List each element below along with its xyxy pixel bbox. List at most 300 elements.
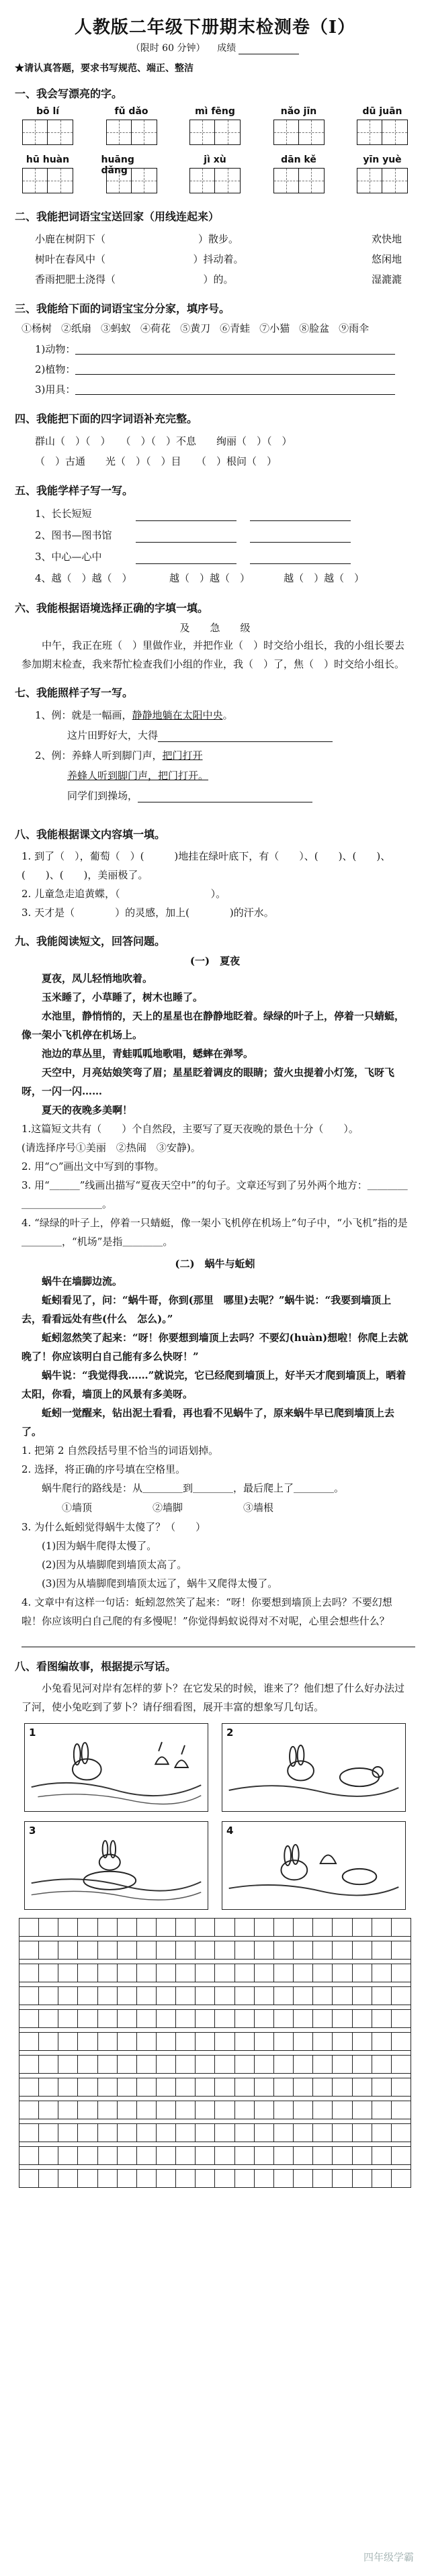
- writing-box[interactable]: [189, 168, 215, 193]
- grid-cell[interactable]: [392, 1987, 411, 2005]
- grid-cell[interactable]: [157, 2010, 176, 2028]
- writing-box[interactable]: [299, 168, 325, 193]
- grid-cell[interactable]: [215, 1919, 234, 1937]
- grid-cell[interactable]: [118, 2033, 137, 2051]
- grid-cell[interactable]: [294, 2170, 313, 2188]
- grid-cell[interactable]: [313, 2124, 333, 2142]
- grid-cell[interactable]: [78, 2147, 97, 2165]
- reading-question[interactable]: 4. 文章中有这样一句话：蚯蚓忽然笑了起来：“呀！你要想到墙顶上去吗？不要幻想啦！你应该明白自己爬的有多慢呢！”你觉得蚂蚁说得对不对呢，心里会想些什么？: [22, 1596, 392, 1627]
- grid-cell[interactable]: [176, 1919, 196, 1937]
- grid-cell[interactable]: [39, 2124, 58, 2142]
- writing-box[interactable]: [273, 120, 299, 145]
- grid-cell[interactable]: [353, 1964, 372, 1982]
- grid-cell[interactable]: [78, 1941, 97, 1960]
- grid-cell[interactable]: [294, 2101, 313, 2119]
- grid-cell[interactable]: [294, 2010, 313, 2028]
- option-item[interactable]: ①墙顶: [62, 1502, 93, 1514]
- grid-cell[interactable]: [235, 1919, 255, 1937]
- grid-cell[interactable]: [255, 2170, 274, 2188]
- grid-cell[interactable]: [372, 2010, 392, 2028]
- grid-cell[interactable]: [58, 2124, 78, 2142]
- grid-cell[interactable]: [333, 2124, 352, 2142]
- grid-cell[interactable]: [294, 2124, 313, 2142]
- writing-box[interactable]: [382, 120, 408, 145]
- grid-cell[interactable]: [333, 2056, 352, 2074]
- grid-cell[interactable]: [196, 2033, 215, 2051]
- grid-cell[interactable]: [78, 2056, 97, 2074]
- grid-cell[interactable]: [294, 2033, 313, 2051]
- grid-cell[interactable]: [98, 2033, 118, 2051]
- grid-cell[interactable]: [353, 2101, 372, 2119]
- answer-line[interactable]: [136, 550, 236, 564]
- grid-cell[interactable]: [392, 1941, 411, 1960]
- grid-cell[interactable]: [255, 1941, 274, 1960]
- grid-cell[interactable]: [196, 2101, 215, 2119]
- grid-cell[interactable]: [58, 2056, 78, 2074]
- grid-cell[interactable]: [392, 2010, 411, 2028]
- answer-line[interactable]: [138, 786, 312, 802]
- writing-box[interactable]: [48, 168, 73, 193]
- grid-cell[interactable]: [274, 1964, 294, 1982]
- grid-cell[interactable]: [157, 2147, 176, 2165]
- grid-cell[interactable]: [137, 2124, 157, 2142]
- grid-cell[interactable]: [58, 2170, 78, 2188]
- grid-cell[interactable]: [157, 1964, 176, 1982]
- grid-cell[interactable]: [313, 1987, 333, 2005]
- idiom-row[interactable]: （ ）古通 光（ ）（ ）目 （ ）根问（ ）: [35, 455, 277, 467]
- grid-cell[interactable]: [255, 2033, 274, 2051]
- grid-cell[interactable]: [196, 2078, 215, 2097]
- writing-box[interactable]: [299, 120, 325, 145]
- grid-cell[interactable]: [78, 2170, 97, 2188]
- grid-cell[interactable]: [137, 2010, 157, 2028]
- grid-row-gap: [19, 2028, 411, 2033]
- grid-cell[interactable]: [39, 1987, 58, 2005]
- grid-cell[interactable]: [313, 2010, 333, 2028]
- writing-box[interactable]: [22, 168, 48, 193]
- grid-cell[interactable]: [274, 1919, 294, 1937]
- grid-cell[interactable]: [353, 2170, 372, 2188]
- grid-cell[interactable]: [39, 2101, 58, 2119]
- grid-cell[interactable]: [39, 2078, 58, 2097]
- grid-cell[interactable]: [333, 2147, 352, 2165]
- grid-cell[interactable]: [98, 2170, 118, 2188]
- grid-cell[interactable]: [294, 1964, 313, 1982]
- grid-cell[interactable]: [118, 2101, 137, 2119]
- grid-cell[interactable]: [157, 2170, 176, 2188]
- grid-cell[interactable]: [313, 2101, 333, 2119]
- grid-cell[interactable]: [235, 2170, 255, 2188]
- grid-cell[interactable]: [78, 2101, 97, 2119]
- grid-cell[interactable]: [215, 2056, 234, 2074]
- grid-cell[interactable]: [235, 2147, 255, 2165]
- grid-cell[interactable]: [353, 2147, 372, 2165]
- grid-cell[interactable]: [98, 1919, 118, 1937]
- composition-grid[interactable]: [19, 1918, 411, 2188]
- grid-cell[interactable]: [255, 1964, 274, 1982]
- grid-cell[interactable]: [196, 2010, 215, 2028]
- grid-cell[interactable]: [294, 2147, 313, 2165]
- grid-cell[interactable]: [313, 1941, 333, 1960]
- grid-cell[interactable]: [196, 1987, 215, 2005]
- grid-cell[interactable]: [118, 2078, 137, 2097]
- grid-cell[interactable]: [157, 1919, 176, 1937]
- grid-cell[interactable]: [392, 2147, 411, 2165]
- reading-question[interactable]: 3. 用“＿＿＿”线画出描写“夏夜天空中”的句子。文章还写到了另外两个地方：＿＿＿＿＿＿＿＿＿＿＿＿。: [22, 1179, 408, 1210]
- grid-cell[interactable]: [157, 2033, 176, 2051]
- grid-cell[interactable]: [333, 1941, 352, 1960]
- grid-cell[interactable]: [215, 2033, 234, 2051]
- grid-cell[interactable]: [176, 2056, 196, 2074]
- grid-cell[interactable]: [137, 2147, 157, 2165]
- grid-cell[interactable]: [98, 1964, 118, 1982]
- grid-cell[interactable]: [137, 2056, 157, 2074]
- category-answer-line[interactable]: [75, 359, 395, 375]
- grid-cell[interactable]: [235, 2033, 255, 2051]
- grid-cell[interactable]: [235, 2056, 255, 2074]
- reading-question[interactable]: 2. 用“○”画出文中写到的事物。: [22, 1160, 165, 1172]
- answer-line[interactable]: [22, 1630, 415, 1647]
- grid-cell[interactable]: [118, 2147, 137, 2165]
- grid-cell[interactable]: [274, 2033, 294, 2051]
- grid-cell[interactable]: [333, 2078, 352, 2097]
- yue-blank[interactable]: 越（ ）越（ ）: [284, 572, 365, 584]
- reading-question[interactable]: 4. “绿绿的叶子上，停着一只蜻蜓，像一架小飞机停在机场上”句子中，“小飞机”指的是＿＿＿＿，“机场”是指＿＿＿＿。: [22, 1217, 408, 1248]
- grid-cell[interactable]: [215, 1964, 234, 1982]
- answer-line[interactable]: [136, 507, 236, 521]
- grid-cell[interactable]: [157, 2078, 176, 2097]
- writing-box[interactable]: [382, 168, 408, 193]
- grid-cell[interactable]: [98, 2056, 118, 2074]
- writing-box[interactable]: [132, 120, 157, 145]
- grid-cell[interactable]: [235, 1941, 255, 1960]
- grid-cell[interactable]: [353, 1987, 372, 2005]
- grid-cell[interactable]: [313, 1964, 333, 1982]
- writing-box[interactable]: [132, 168, 157, 193]
- grid-cell[interactable]: [137, 2101, 157, 2119]
- grid-cell[interactable]: [19, 2078, 39, 2097]
- grid-cell[interactable]: [313, 2033, 333, 2051]
- writing-box[interactable]: [357, 168, 382, 193]
- grid-cell[interactable]: [372, 2170, 392, 2188]
- grid-cell[interactable]: [58, 2010, 78, 2028]
- grid-cell[interactable]: [274, 2170, 294, 2188]
- grid-cell[interactable]: [196, 2124, 215, 2142]
- grid-cell[interactable]: [392, 1964, 411, 1982]
- grid-cell[interactable]: [176, 1941, 196, 1960]
- grid-cell[interactable]: [176, 1964, 196, 1982]
- grid-cell[interactable]: [196, 2147, 215, 2165]
- grid-cell[interactable]: [58, 1919, 78, 1937]
- writing-box[interactable]: [357, 120, 382, 145]
- grid-cell[interactable]: [78, 2010, 97, 2028]
- grid-cell[interactable]: [294, 1941, 313, 1960]
- grid-cell[interactable]: [274, 2101, 294, 2119]
- grid-cell[interactable]: [137, 1964, 157, 1982]
- grid-cell[interactable]: [176, 1987, 196, 2005]
- grid-cell[interactable]: [19, 2056, 39, 2074]
- grid-cell[interactable]: [78, 2078, 97, 2097]
- grid-cell[interactable]: [137, 1941, 157, 1960]
- grid-cell[interactable]: [78, 1964, 97, 1982]
- writing-box[interactable]: [189, 120, 215, 145]
- grid-cell[interactable]: [196, 2170, 215, 2188]
- grid-cell[interactable]: [176, 2101, 196, 2119]
- choice-option[interactable]: (2)因为从墙脚爬到墙顶太高了。: [42, 1559, 187, 1571]
- grid-cell[interactable]: [313, 2078, 333, 2097]
- grid-cell[interactable]: [118, 2010, 137, 2028]
- grid-cell[interactable]: [215, 2170, 234, 2188]
- grid-cell[interactable]: [353, 1941, 372, 1960]
- grid-cell[interactable]: [39, 1941, 58, 1960]
- grid-cell[interactable]: [392, 2033, 411, 2051]
- grid-cell[interactable]: [19, 2101, 39, 2119]
- grid-cell[interactable]: [39, 1964, 58, 1982]
- choice-option[interactable]: (1)因为蜗牛爬得太慢了。: [42, 1540, 157, 1552]
- grid-cell[interactable]: [333, 2033, 352, 2051]
- grid-cell[interactable]: [294, 2078, 313, 2097]
- grid-cell[interactable]: [58, 2101, 78, 2119]
- grid-cell[interactable]: [353, 2056, 372, 2074]
- writing-box[interactable]: [273, 168, 299, 193]
- grid-cell[interactable]: [39, 2010, 58, 2028]
- grid-cell[interactable]: [98, 1987, 118, 2005]
- grid-cell[interactable]: [372, 2124, 392, 2142]
- grid-cell[interactable]: [372, 2033, 392, 2051]
- grid-cell[interactable]: [274, 1987, 294, 2005]
- grid-cell[interactable]: [274, 2056, 294, 2074]
- grid-cell[interactable]: [19, 1964, 39, 1982]
- grid-cell[interactable]: [176, 2147, 196, 2165]
- grid-cell[interactable]: [137, 2170, 157, 2188]
- grid-cell[interactable]: [392, 2124, 411, 2142]
- match-right[interactable]: 悠闲地: [371, 253, 402, 265]
- fill-question[interactable]: 2. 儿童急走追黄蝶，（ ）。: [22, 888, 226, 900]
- grid-cell[interactable]: [157, 1941, 176, 1960]
- yue-blank[interactable]: 越（ ）越（ ）: [169, 572, 251, 584]
- grid-cell[interactable]: [255, 2078, 274, 2097]
- grid-cell[interactable]: [118, 2056, 137, 2074]
- grid-cell[interactable]: [39, 2170, 58, 2188]
- grid-cell[interactable]: [313, 1919, 333, 1937]
- grid-cell[interactable]: [19, 2147, 39, 2165]
- grid-cell[interactable]: [78, 2033, 97, 2051]
- grid-cell[interactable]: [353, 2010, 372, 2028]
- grid-cell[interactable]: [78, 1987, 97, 2005]
- grid-cell[interactable]: [333, 2101, 352, 2119]
- grid-cell[interactable]: [19, 2010, 39, 2028]
- grid-cell[interactable]: [255, 2056, 274, 2074]
- grid-cell[interactable]: [137, 2078, 157, 2097]
- grid-cell[interactable]: [98, 2010, 118, 2028]
- grid-cell[interactable]: [333, 2170, 352, 2188]
- grid-cell[interactable]: [157, 2056, 176, 2074]
- grid-cell[interactable]: [215, 2147, 234, 2165]
- grid-cell[interactable]: [235, 2101, 255, 2119]
- grid-cell[interactable]: [58, 2147, 78, 2165]
- grid-cell[interactable]: [372, 1964, 392, 1982]
- grid-cell[interactable]: [58, 1941, 78, 1960]
- grid-cell[interactable]: [294, 1987, 313, 2005]
- writing-box[interactable]: [106, 168, 132, 193]
- grid-cell[interactable]: [333, 1987, 352, 2005]
- grid-cell[interactable]: [372, 2056, 392, 2074]
- writing-box[interactable]: [215, 168, 241, 193]
- grid-cell[interactable]: [39, 2033, 58, 2051]
- grid-cell[interactable]: [118, 1964, 137, 1982]
- grid-cell[interactable]: [333, 2010, 352, 2028]
- grid-cell[interactable]: [313, 2056, 333, 2074]
- grid-cell[interactable]: [78, 1919, 97, 1937]
- grid-cell[interactable]: [274, 1941, 294, 1960]
- grid-cell[interactable]: [137, 1987, 157, 2005]
- grid-cell[interactable]: [137, 1919, 157, 1937]
- grid-cell[interactable]: [274, 2124, 294, 2142]
- grid-cell[interactable]: [215, 1987, 234, 2005]
- grid-cell[interactable]: [98, 2147, 118, 2165]
- grid-cell[interactable]: [98, 1941, 118, 1960]
- idiom-row[interactable]: 群山（ ）（ ） （ ）（ ）不息 绚丽（ ）（ ）: [35, 435, 292, 447]
- fill-paragraph[interactable]: 中午，我正在班（ ）里做作业，并把作业（ ）时交给小组长，我的小组长要去参加期末检查，我来帮忙检查我们小组的作业，我（ ）了，焦（ ）时交给小组长。: [22, 639, 405, 670]
- grid-cell[interactable]: [392, 2078, 411, 2097]
- grid-cell[interactable]: [19, 1919, 39, 1937]
- grid-cell[interactable]: [98, 2078, 118, 2097]
- grid-cell[interactable]: [353, 2124, 372, 2142]
- grid-cell[interactable]: [372, 2078, 392, 2097]
- grid-cell[interactable]: [392, 1919, 411, 1937]
- grid-cell[interactable]: [58, 1987, 78, 2005]
- reading-question[interactable]: 蜗牛爬行的路线是：从＿＿＿＿到＿＿＿＿，最后爬上了＿＿＿＿。: [42, 1482, 345, 1494]
- grid-cell[interactable]: [19, 1941, 39, 1960]
- grid-cell[interactable]: [19, 2033, 39, 2051]
- grid-cell[interactable]: [372, 1919, 392, 1937]
- grid-cell[interactable]: [255, 2101, 274, 2119]
- grid-cell[interactable]: [196, 2056, 215, 2074]
- grid-cell[interactable]: [157, 2124, 176, 2142]
- grid-cell[interactable]: [235, 1964, 255, 1982]
- grid-cell[interactable]: [274, 2078, 294, 2097]
- grid-cell[interactable]: [372, 2147, 392, 2165]
- grid-cell[interactable]: [235, 1987, 255, 2005]
- grid-cell[interactable]: [333, 1964, 352, 1982]
- grid-cell[interactable]: [353, 1919, 372, 1937]
- grid-cell[interactable]: [392, 2101, 411, 2119]
- grid-cell[interactable]: [353, 2078, 372, 2097]
- grid-cell[interactable]: [176, 2078, 196, 2097]
- match-right[interactable]: 湿漉漉: [371, 273, 402, 285]
- grid-cell[interactable]: [19, 2124, 39, 2142]
- grid-cell[interactable]: [39, 2147, 58, 2165]
- grid-cell[interactable]: [215, 2124, 234, 2142]
- reading-question[interactable]: 3. 为什么蚯蚓觉得蜗牛太傻了？（ ）: [22, 1521, 206, 1533]
- grid-cell[interactable]: [196, 1919, 215, 1937]
- score-blank[interactable]: [239, 43, 299, 54]
- grid-cell[interactable]: [294, 2056, 313, 2074]
- grid-cell[interactable]: [58, 1964, 78, 1982]
- grid-cell[interactable]: [372, 1941, 392, 1960]
- writing-box[interactable]: [48, 120, 73, 145]
- writing-box[interactable]: [22, 120, 48, 145]
- answer-line[interactable]: [250, 528, 351, 543]
- answer-line[interactable]: [136, 528, 236, 543]
- reading-question[interactable]: 1. 把第 2 自然段括号里不恰当的词语划掉。: [22, 1444, 219, 1457]
- grid-cell[interactable]: [235, 2010, 255, 2028]
- grid-cell[interactable]: [196, 1964, 215, 1982]
- grid-cell[interactable]: [137, 2033, 157, 2051]
- grid-cell[interactable]: [19, 1987, 39, 2005]
- grid-cell[interactable]: [98, 2101, 118, 2119]
- grid-cell[interactable]: [118, 1919, 137, 1937]
- grid-cell[interactable]: [255, 2010, 274, 2028]
- grid-cell[interactable]: [176, 2033, 196, 2051]
- grid-cell[interactable]: [255, 1987, 274, 2005]
- grid-cell[interactable]: [157, 2101, 176, 2119]
- grid-cell[interactable]: [255, 1919, 274, 1937]
- grid-cell[interactable]: [215, 1941, 234, 1960]
- grid-cell[interactable]: [118, 1987, 137, 2005]
- grid-cell[interactable]: [78, 2124, 97, 2142]
- answer-line[interactable]: [158, 725, 333, 742]
- grid-cell[interactable]: [372, 2101, 392, 2119]
- grid-cell[interactable]: [157, 1987, 176, 2005]
- grid-cell[interactable]: [353, 2033, 372, 2051]
- grid-cell[interactable]: [372, 1987, 392, 2005]
- answer-line[interactable]: [250, 550, 351, 564]
- grid-cell[interactable]: [215, 2010, 234, 2028]
- fill-question[interactable]: 3. 天才是（ ）的灵感，加上( )的汗水。: [22, 907, 274, 919]
- grid-cell[interactable]: [176, 2124, 196, 2142]
- grid-cell[interactable]: [392, 2170, 411, 2188]
- option-item[interactable]: ②墙脚: [153, 1502, 183, 1514]
- option-item[interactable]: ③墙根: [243, 1502, 274, 1514]
- grid-cell[interactable]: [333, 1919, 352, 1937]
- answer-line[interactable]: [250, 507, 351, 521]
- choice-option[interactable]: (3)因为从墙脚爬到墙顶太远了，蜗牛又爬得太慢了。: [42, 1577, 278, 1590]
- reading-question[interactable]: 1.这篇短文共有（ ）个自然段，主要写了夏天夜晚的景色十分（ ）。: [22, 1123, 359, 1135]
- grid-cell[interactable]: [118, 2170, 137, 2188]
- grid-cell[interactable]: [19, 2170, 39, 2188]
- grid-cell[interactable]: [235, 2124, 255, 2142]
- grid-cell[interactable]: [392, 2056, 411, 2074]
- grid-cell[interactable]: [274, 2010, 294, 2028]
- grid-cell[interactable]: [255, 2147, 274, 2165]
- grid-cell[interactable]: [255, 2124, 274, 2142]
- grid-cell[interactable]: [294, 1919, 313, 1937]
- grid-cell[interactable]: [176, 2010, 196, 2028]
- grid-cell[interactable]: [313, 2170, 333, 2188]
- fill-question[interactable]: 1. 到了（ ），葡萄（ ）( )地挂在绿叶底下，有（ ）、( )、( )、( )、( )，美丽极了。: [22, 850, 391, 881]
- grid-cell[interactable]: [39, 2056, 58, 2074]
- grid-cell[interactable]: [58, 2033, 78, 2051]
- grid-cell[interactable]: [274, 2147, 294, 2165]
- writing-box[interactable]: [106, 120, 132, 145]
- grid-cell[interactable]: [235, 2078, 255, 2097]
- grid-cell[interactable]: [196, 1941, 215, 1960]
- grid-cell[interactable]: [176, 2170, 196, 2188]
- grid-cell[interactable]: [215, 2078, 234, 2097]
- grid-cell[interactable]: [58, 2078, 78, 2097]
- grid-cell[interactable]: [215, 2101, 234, 2119]
- writing-box[interactable]: [215, 120, 241, 145]
- grid-cell[interactable]: [118, 1941, 137, 1960]
- grid-cell[interactable]: [313, 2147, 333, 2165]
- grid-cell[interactable]: [39, 1919, 58, 1937]
- category-answer-line[interactable]: [75, 379, 395, 395]
- grid-cell[interactable]: [118, 2124, 137, 2142]
- grid-cell[interactable]: [98, 2124, 118, 2142]
- match-right[interactable]: 欢快地: [371, 233, 402, 245]
- category-answer-line[interactable]: [75, 339, 395, 355]
